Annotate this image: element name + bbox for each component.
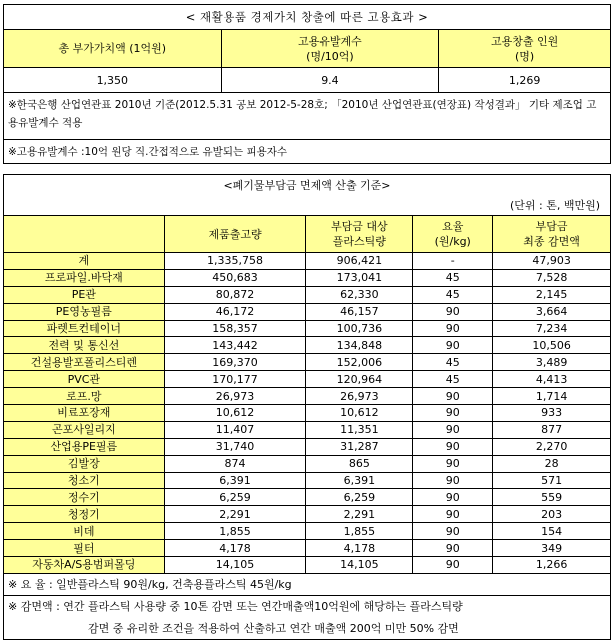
shipped-cell: 31,740 — [164, 438, 306, 455]
rate-cell: - — [413, 253, 493, 270]
rate-cell: 90 — [413, 303, 493, 320]
shipped-cell: 874 — [164, 455, 306, 472]
table-row — [4, 371, 611, 388]
plastic-cell: 2,291 — [306, 506, 413, 523]
reduction-table-title: <폐기물부담금 면제액 산출 기준> — [4, 175, 611, 196]
shipped-cell: 158,357 — [164, 320, 306, 337]
reduction-cell: 349 — [493, 540, 611, 557]
table-row — [4, 421, 611, 438]
final-reduction-header: 부담금 최종 감면액 — [493, 216, 611, 253]
rate-cell: 90 — [413, 455, 493, 472]
reduction-rows — [4, 253, 611, 574]
reduction-cell: 2,145 — [493, 286, 611, 303]
plastic-cell: 100,736 — [306, 320, 413, 337]
reduction-cell: 10,506 — [493, 337, 611, 354]
item-name: 로프.망 — [4, 388, 165, 405]
value-added-value: 1,350 — [4, 68, 222, 93]
unit-label: (단위 : 톤, 백만원) — [4, 195, 611, 216]
rate-cell: 45 — [413, 354, 493, 371]
plastic-cell: 865 — [306, 455, 413, 472]
reduction-cell: 3,664 — [493, 303, 611, 320]
employment-table-title: < 재활용품 경제가치 창출에 따른 고용효과 > — [4, 5, 611, 30]
table-row — [4, 253, 611, 270]
item-name: 김발장 — [4, 455, 165, 472]
table-row — [4, 455, 611, 472]
shipped-cell: 10,612 — [164, 405, 306, 422]
plastic-cell: 31,287 — [306, 438, 413, 455]
item-name: 비료포장재 — [4, 405, 165, 422]
reduction-cell: 1,266 — [493, 557, 611, 574]
shipped-cell: 14,105 — [164, 557, 306, 574]
item-name: PE영농필름 — [4, 303, 165, 320]
table-row — [4, 337, 611, 354]
table-row — [4, 557, 611, 574]
rate-cell: 90 — [413, 421, 493, 438]
item-name: 청소기 — [4, 472, 165, 489]
shipped-cell: 450,683 — [164, 269, 306, 286]
table-row — [4, 320, 611, 337]
table-row — [4, 489, 611, 506]
shipped-cell: 169,370 — [164, 354, 306, 371]
employment-coefficient-header: 고용유발계수 (명/10억) — [221, 30, 439, 68]
reduction-cell: 3,489 — [493, 354, 611, 371]
item-name: 곤포사일리지 — [4, 421, 165, 438]
rate-cell: 45 — [413, 371, 493, 388]
blank-header-cell — [4, 216, 165, 253]
shipped-cell: 11,407 — [164, 421, 306, 438]
table-row — [4, 405, 611, 422]
rate-cell: 90 — [413, 540, 493, 557]
item-name: 건설용발포폴리스티렌 — [4, 354, 165, 371]
plastic-cell: 134,848 — [306, 337, 413, 354]
shipped-cell: 46,172 — [164, 303, 306, 320]
item-name: 전력 및 통신선 — [4, 337, 165, 354]
plastic-cell: 120,964 — [306, 371, 413, 388]
rate-cell: 90 — [413, 506, 493, 523]
rate-cell: 45 — [413, 269, 493, 286]
shipped-cell: 26,973 — [164, 388, 306, 405]
jobs-created-value: 1,269 — [439, 68, 611, 93]
table-row — [4, 354, 611, 371]
item-name: 프로파일.바닥재 — [4, 269, 165, 286]
plastic-cell: 1,855 — [306, 523, 413, 540]
plastic-cell: 14,105 — [306, 557, 413, 574]
reduction-cell: 1,714 — [493, 388, 611, 405]
jobs-created-header: 고용창출 인원 (명) — [439, 30, 611, 68]
plastic-cell: 26,973 — [306, 388, 413, 405]
employment-coefficient-value: 9.4 — [221, 68, 439, 93]
table-row — [4, 472, 611, 489]
shipped-cell: 4,178 — [164, 540, 306, 557]
rate-cell: 90 — [413, 388, 493, 405]
rate-cell: 90 — [413, 438, 493, 455]
reduction-cell: 47,903 — [493, 253, 611, 270]
shipped-cell: 80,872 — [164, 286, 306, 303]
table-row — [4, 540, 611, 557]
table-row — [4, 269, 611, 286]
item-name: PE관 — [4, 286, 165, 303]
item-name: 산업용PE필름 — [4, 438, 165, 455]
rate-cell: 90 — [413, 405, 493, 422]
waste-charge-reduction-table — [3, 174, 611, 640]
plastic-cell: 6,391 — [306, 472, 413, 489]
value-added-header: 총 부가가치액 (1억원) — [4, 30, 222, 68]
reduction-cell: 203 — [493, 506, 611, 523]
plastic-cell: 6,259 — [306, 489, 413, 506]
item-name: 계 — [4, 253, 165, 270]
coefficient-definition-note: ※고용유발계수 :10억 원당 직.간접적으로 유발되는 피용자수 — [4, 140, 611, 164]
target-plastic-header: 부담금 대상 플라스틱량 — [306, 216, 413, 253]
table-row — [4, 506, 611, 523]
rate-cell: 90 — [413, 557, 493, 574]
rate-cell: 45 — [413, 286, 493, 303]
reduction-note-line1: ※ 감면액 : 연간 플라스틱 사용량 중 10톤 감면 또는 연간매출액10억원에 해당하는 플라스틱량 — [4, 595, 611, 617]
item-name: 정수기 — [4, 489, 165, 506]
plastic-cell: 173,041 — [306, 269, 413, 286]
rate-cell: 90 — [413, 337, 493, 354]
shipped-cell: 6,391 — [164, 472, 306, 489]
shipped-header: 제품출고량 — [164, 216, 306, 253]
table-row — [4, 523, 611, 540]
plastic-cell: 4,178 — [306, 540, 413, 557]
item-name: 자동차A/S용범퍼몰딩 — [4, 557, 165, 574]
shipped-cell: 2,291 — [164, 506, 306, 523]
table-row — [4, 438, 611, 455]
rate-note: ※ 요 율 : 일반플라스틱 90원/kg, 건축용플라스틱 45원/kg — [4, 573, 611, 595]
reduction-cell: 7,528 — [493, 269, 611, 286]
source-note: ※한국은행 산업연관표 2010년 기준(2012.5.31 공보 2012-5-28호; 「2010년 산업연관표(연장표) 작성결과」 기타 제조업 고용유발계수 적용 — [4, 93, 611, 140]
reduction-cell: 933 — [493, 405, 611, 422]
plastic-cell: 152,006 — [306, 354, 413, 371]
plastic-cell: 46,157 — [306, 303, 413, 320]
rate-header: 요율 (원/kg) — [413, 216, 493, 253]
shipped-cell: 6,259 — [164, 489, 306, 506]
table-row — [4, 303, 611, 320]
reduction-cell: 154 — [493, 523, 611, 540]
item-name: 필터 — [4, 540, 165, 557]
table-row — [4, 388, 611, 405]
shipped-cell: 143,442 — [164, 337, 306, 354]
shipped-cell: 1,335,758 — [164, 253, 306, 270]
plastic-cell: 62,330 — [306, 286, 413, 303]
reduction-cell: 571 — [493, 472, 611, 489]
employment-effect-table — [3, 4, 611, 164]
reduction-cell: 559 — [493, 489, 611, 506]
reduction-cell: 4,413 — [493, 371, 611, 388]
item-name: 파렛트컨테이너 — [4, 320, 165, 337]
item-name: PVC관 — [4, 371, 165, 388]
item-name: 비데 — [4, 523, 165, 540]
reduction-cell: 7,234 — [493, 320, 611, 337]
plastic-cell: 906,421 — [306, 253, 413, 270]
reduction-cell: 28 — [493, 455, 611, 472]
reduction-cell: 877 — [493, 421, 611, 438]
rate-cell: 90 — [413, 489, 493, 506]
shipped-cell: 1,855 — [164, 523, 306, 540]
plastic-cell: 11,351 — [306, 421, 413, 438]
reduction-note-line2: 감면 중 유리한 조건을 적용하여 산출하고 연간 매출액 200억 미만 50% 감면 — [4, 617, 611, 640]
reduction-cell: 2,270 — [493, 438, 611, 455]
rate-cell: 90 — [413, 472, 493, 489]
rate-cell: 90 — [413, 320, 493, 337]
item-name: 청정기 — [4, 506, 165, 523]
table-row — [4, 286, 611, 303]
plastic-cell: 10,612 — [306, 405, 413, 422]
shipped-cell: 170,177 — [164, 371, 306, 388]
rate-cell: 90 — [413, 523, 493, 540]
